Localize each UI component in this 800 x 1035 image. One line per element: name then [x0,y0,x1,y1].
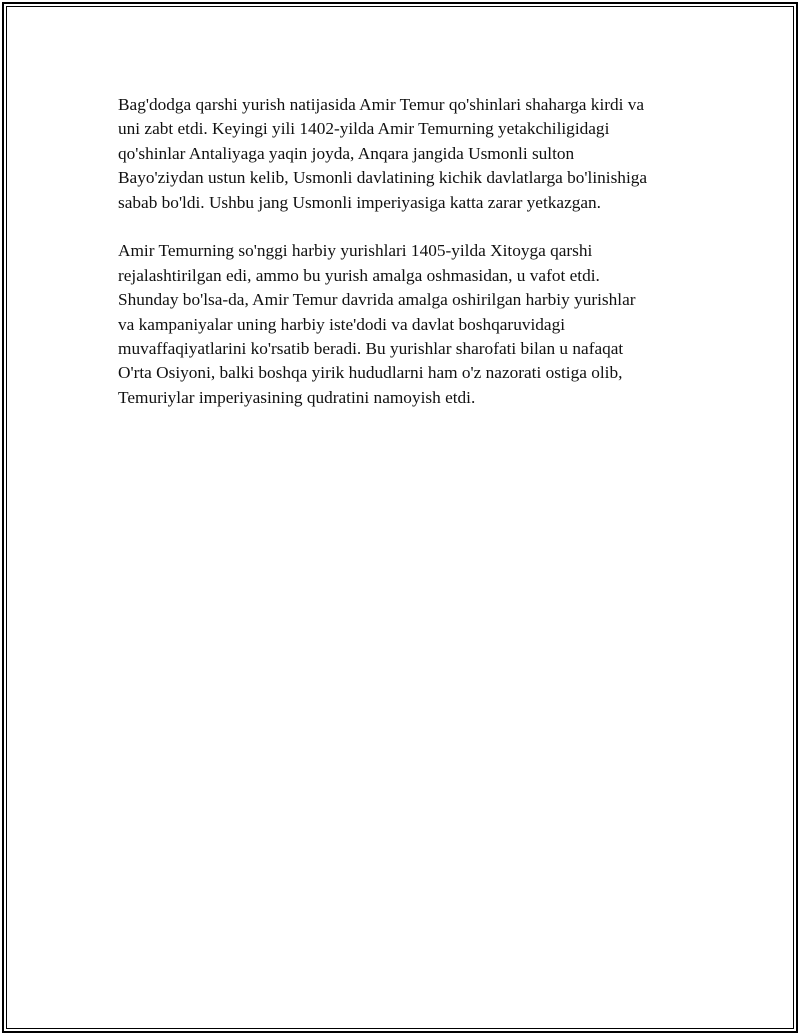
paragraph-1: Bag'dodga qarshi yurish natijasida Amir Temur qo'shinlari shaharga kirdi va uni zabt etdi. Keyingi yili 1402-yilda Amir Temurning yetakchiligidagi qo'shinlar Antaliyaga yaqin joyda, Anqara jangida Usmonli sulton Bayo'ziydan ustun kelib, Usmonli davlatining kichik davlatlarga bo'linishiga sabab bo'ldi. Ushbu jang Usmonli imperiyasiga katta zarar yetkazgan. [118,95,648,212]
paragraph-2: Amir Temurning so'nggi harbiy yurishlari 1405-yilda Xitoyga qarshi rejalashtirilgan edi, ammo bu yurish amalga oshmasidan, u vafot etdi. Shunday bo'lsa-da, Amir Temur davrida amalga oshirilgan harbiy yurishlar va kampaniyalar uning harbiy iste'dodi va davlat boshqaruvidagi muvaffaqiyatlarini ko'rsatib beradi. Bu yurishlar sharofati bilan u nafaqat O'rta Osiyoni, balki boshqa yirik hududlarni ham o'z nazorati ostiga olib, Temuriylar imperiyasining qudratini namoyish etdi. [118,241,636,407]
document-body [118,93,698,435]
